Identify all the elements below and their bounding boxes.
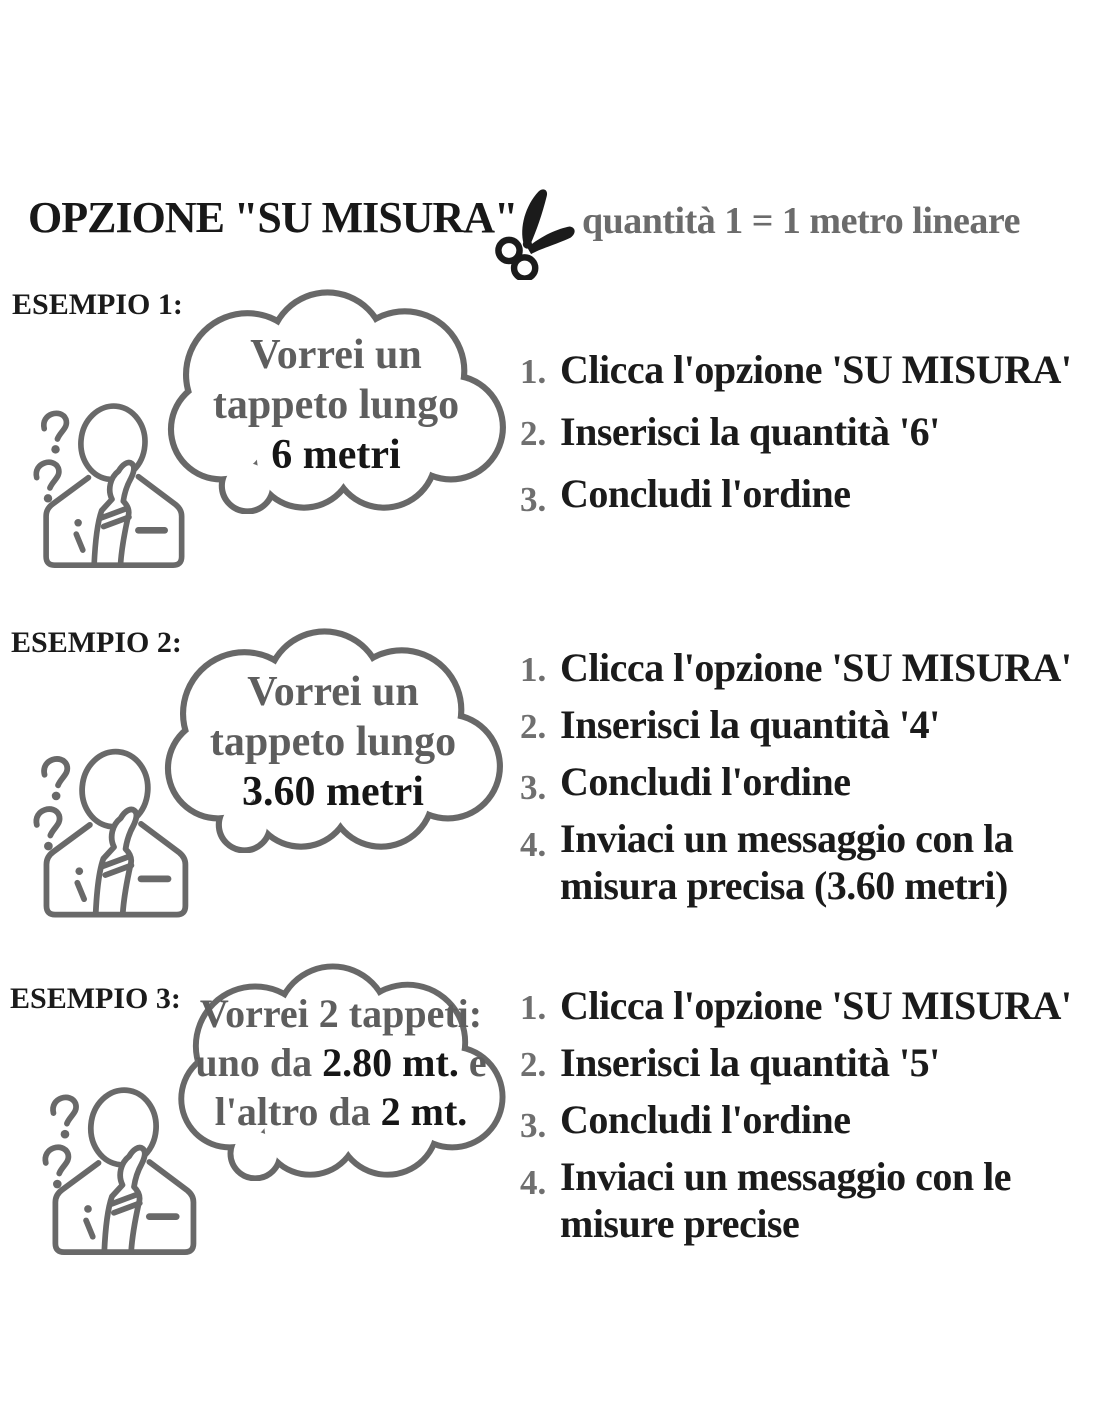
step-row [520, 982, 1100, 1031]
step-row [520, 701, 1100, 750]
thought-bubble [155, 288, 517, 514]
step-text: Concludi l'ordine [560, 759, 851, 804]
question-mark-icon [36, 462, 59, 488]
thinking-person-icon [32, 400, 192, 575]
bubble-text [155, 330, 517, 480]
example-3-label: ESEMPIO 3: [10, 982, 181, 1015]
steps-list [520, 346, 1100, 519]
thinking-person-icon [32, 745, 196, 925]
bubble-line [166, 1038, 516, 1087]
scissors-icon [486, 186, 578, 280]
bubble-line: Vorrei 2 tappeti: [199, 991, 483, 1036]
step-number: 3. [520, 480, 547, 519]
steps-list [520, 982, 1100, 1247]
page-title: OPZIONE "SU MISURA" [28, 193, 518, 242]
step-number: 2. [520, 707, 547, 746]
step-number: 4. [520, 1163, 547, 1202]
step-number: 3. [520, 768, 547, 807]
question-mark-icon [36, 809, 59, 835]
step-text: Inviaci un messaggio con le misure precise [560, 1154, 1011, 1246]
step-row [520, 470, 1100, 519]
example-2-label: ESEMPIO 2: [11, 626, 182, 659]
example-1-label: ESEMPIO 1: [12, 288, 183, 321]
step-text: Inserisci la quantità '4' [560, 702, 940, 747]
step-row [520, 1039, 1100, 1088]
bubble-line [166, 1087, 516, 1136]
question-mark-icon [44, 759, 67, 785]
step-text: Clicca l'opzione 'SU MISURA' [560, 645, 1072, 690]
step-text: Clicca l'opzione 'SU MISURA' [560, 983, 1072, 1028]
step-row [520, 408, 1100, 457]
step-text: Inserisci la quantità '6' [560, 409, 940, 454]
step-row [520, 1153, 1100, 1247]
steps-list [520, 644, 1100, 909]
step-row [520, 815, 1100, 909]
header-note: quantità 1 = 1 metro lineare [582, 200, 1020, 242]
step-row [520, 758, 1100, 807]
step-number: 4. [520, 825, 547, 864]
step-number: 3. [520, 1106, 547, 1145]
bubble-text [166, 989, 516, 1136]
step-text: Concludi l'ordine [560, 471, 851, 516]
step-text: Inviaci un messaggio con la misura precisa (3.60 metri) [560, 816, 1014, 908]
thought-bubble [152, 627, 514, 853]
bubble-line-measure: 6 metri [271, 432, 401, 478]
bubble-text-gray: uno da [195, 1040, 323, 1085]
bubble-line: tappeto lungo [209, 719, 457, 765]
bubble-measure: 2 mt. [380, 1089, 468, 1134]
question-mark-icon [45, 1147, 68, 1173]
bubble-line: tappeto lungo [212, 382, 460, 428]
step-text: Inserisci la quantità '5' [560, 1040, 940, 1085]
step-number: 1. [520, 352, 547, 391]
bubble-line-measure: 3.60 metri [242, 769, 424, 815]
step-text: Concludi l'ordine [560, 1097, 851, 1142]
step-row [520, 644, 1100, 693]
step-number: 2. [520, 414, 547, 453]
thought-bubble [166, 962, 516, 1181]
bubble-text-gray: e [458, 1040, 487, 1085]
step-number: 1. [520, 988, 547, 1027]
bubble-measure: 2.80 mt. [322, 1040, 459, 1085]
thinking-person-icon [41, 1083, 204, 1263]
step-text: Clicca l'opzione 'SU MISURA' [560, 347, 1072, 392]
bubble-text-gray: l'altro da [214, 1089, 381, 1134]
step-number: 2. [520, 1045, 547, 1084]
question-mark-icon [53, 1097, 76, 1123]
step-row [520, 1096, 1100, 1145]
step-number: 1. [520, 650, 547, 689]
bubble-line: Vorrei un [247, 669, 419, 715]
bubble-text [152, 667, 514, 817]
step-row [520, 346, 1100, 395]
question-mark-icon [44, 413, 67, 439]
bubble-line: Vorrei un [250, 332, 422, 378]
